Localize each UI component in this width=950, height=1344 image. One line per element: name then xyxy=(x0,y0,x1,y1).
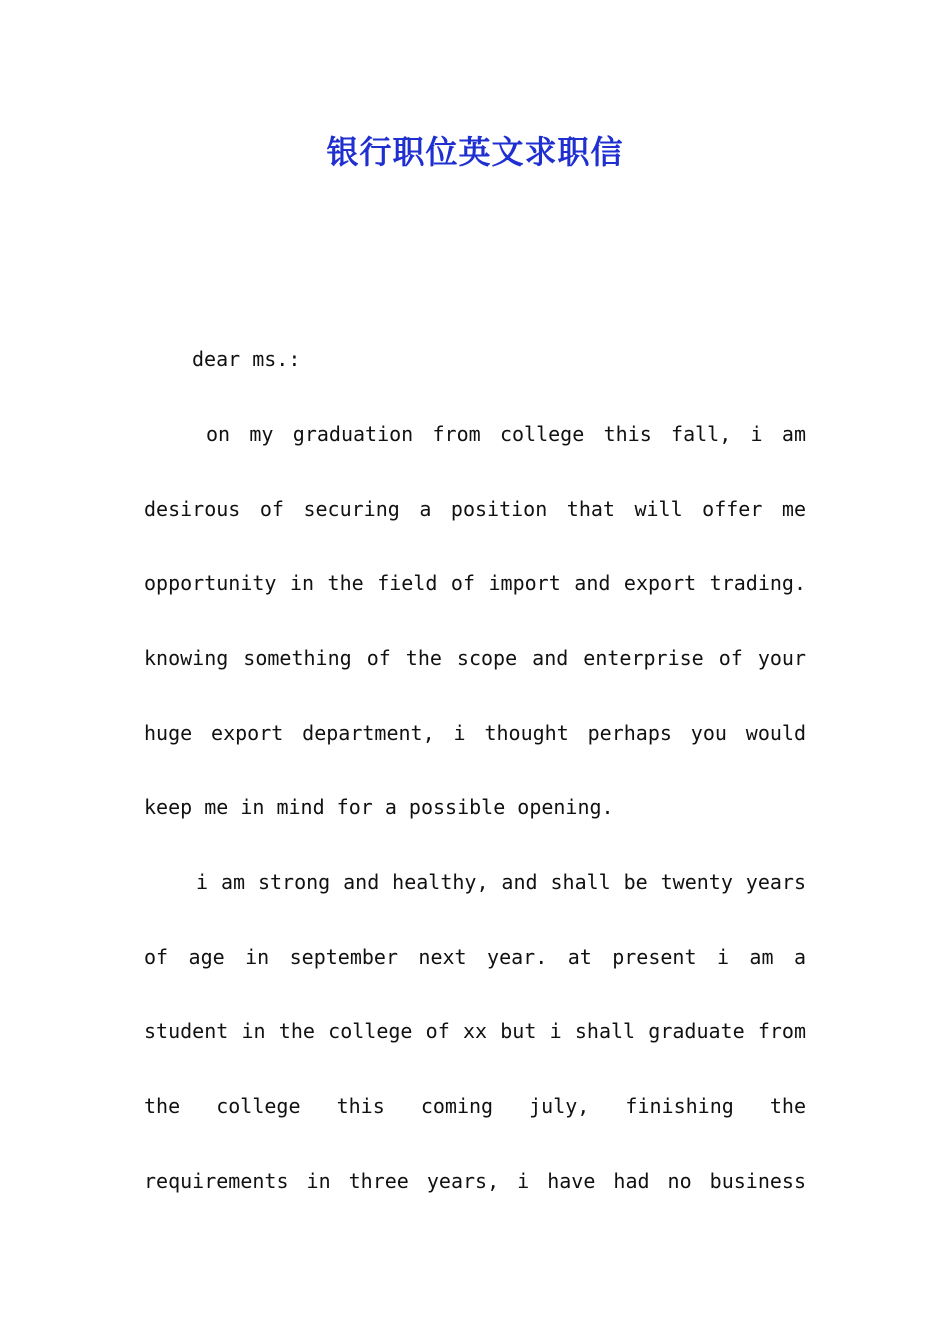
body-line-9: student in the college of xx but i shall graduate from xyxy=(144,1019,806,1043)
document-title: 银行职位英文求职信 xyxy=(326,133,624,171)
body-line-7: i am strong and healthy, and shall be twenty years xyxy=(196,870,806,894)
body-line-6: keep me in mind for a possible opening. xyxy=(144,795,614,819)
body-line-4: knowing something of the scope and enterprise of your xyxy=(144,646,806,670)
body-line-10: the college this coming july, finishing the xyxy=(144,1094,806,1118)
body-line-3: opportunity in the field of import and export trading. xyxy=(144,571,806,595)
body-line-11: requirements in three years, i have had no business xyxy=(144,1169,806,1193)
salutation-line: dear ms.: xyxy=(192,347,301,371)
body-line-8: of age in september next year. at present i am a xyxy=(144,945,806,969)
body-line-5: huge export department, i thought perhaps you would xyxy=(144,721,806,745)
body-line-2: desirous of securing a position that will offer me xyxy=(144,497,806,521)
body-line-1: on my graduation from college this fall, i am xyxy=(206,422,806,446)
